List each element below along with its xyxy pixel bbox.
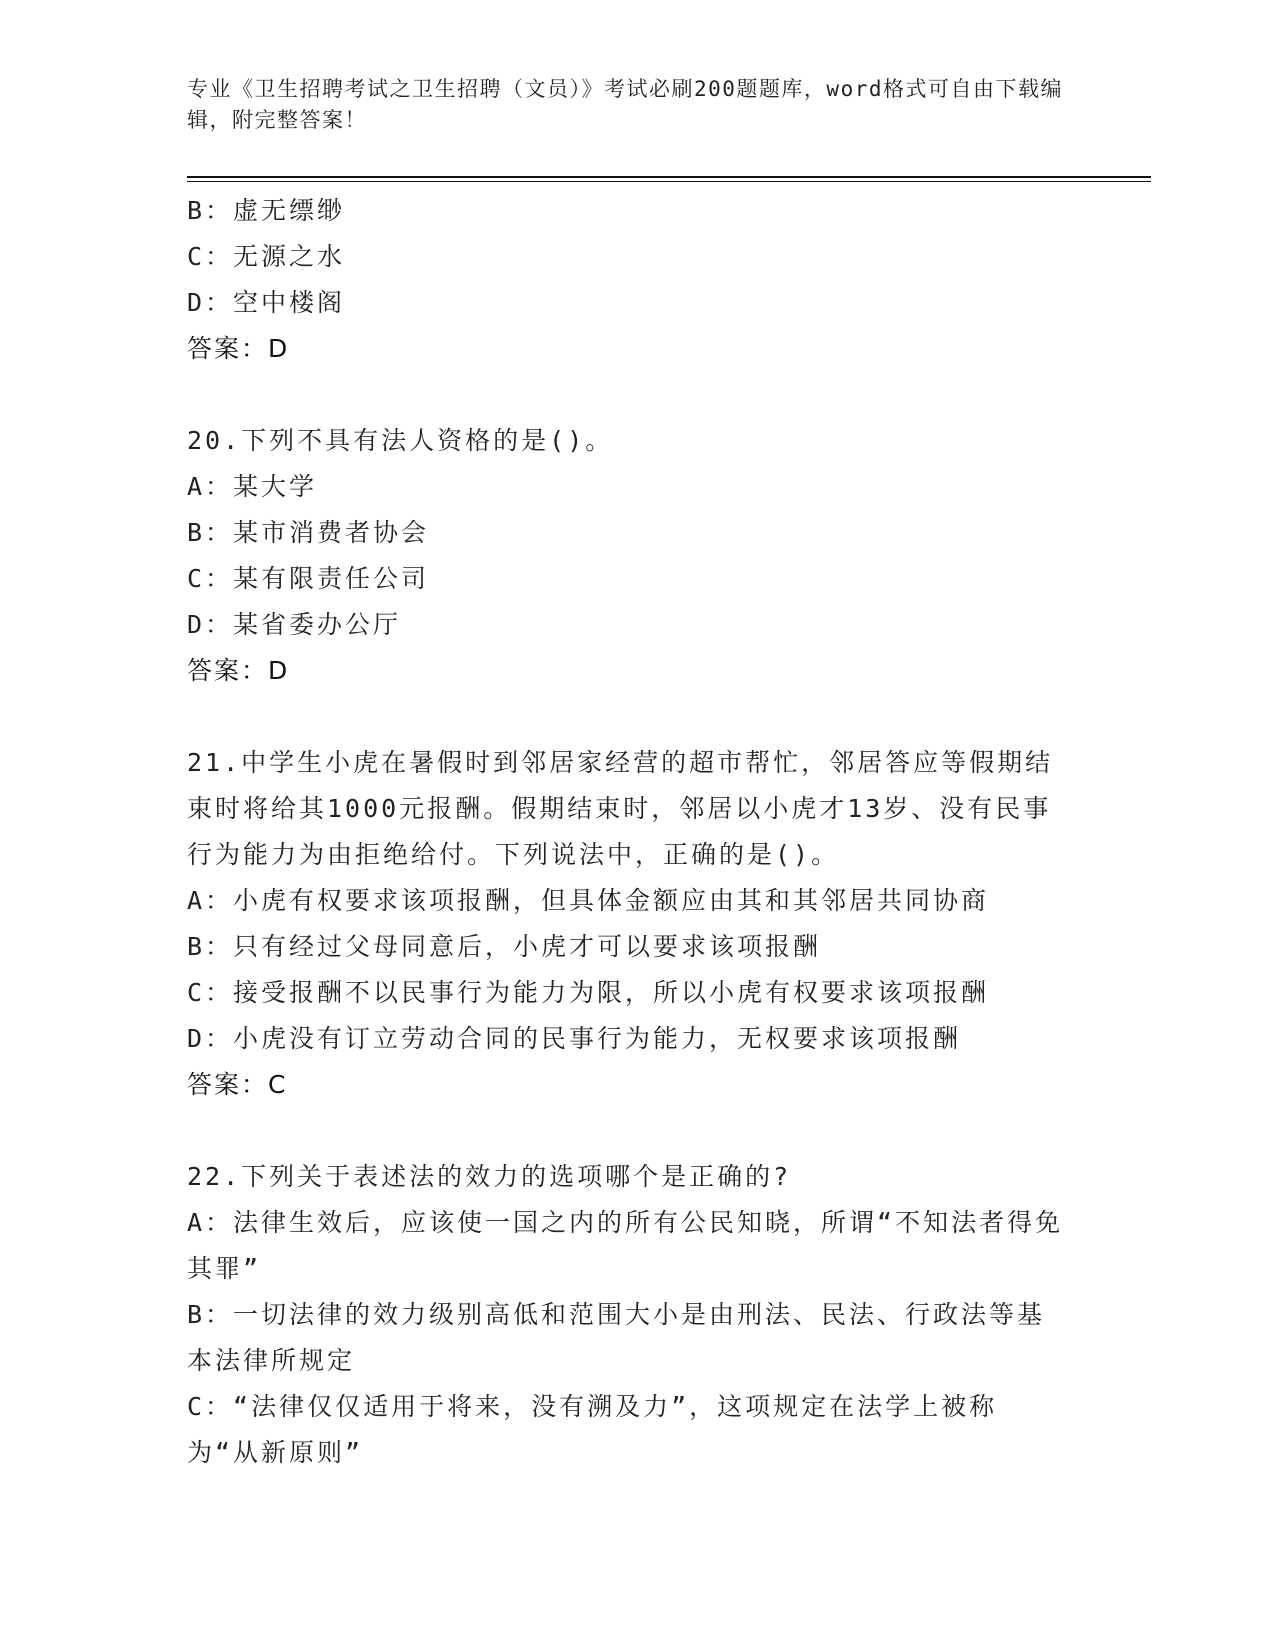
question-20 [187,418,1067,694]
q20-option-a: A：某大学 [187,472,318,501]
question-22 [187,1154,1067,1476]
q20-option-b: B：某市消费者协会 [187,518,430,547]
q19-answer: 答案：D [187,334,290,363]
q20-option-c: C：某有限责任公司 [187,564,430,593]
q21-stem: 21.中学生小虎在暑假时到邻居家经营的超市帮忙，邻居答应等假期结束时将给其1000元报酬。假期结束时，邻居以小虎才13岁、没有民事行为能力为由拒绝给付。下列说法中，正确的是()。 [187,748,1054,869]
q19-option-d: D：空中楼阁 [187,288,346,317]
q21-option-b: B：只有经过父母同意后，小虎才可以要求该项报酬 [187,932,822,961]
q19-option-c: C：无源之水 [187,242,346,271]
document-header: 专业《卫生招聘考试之卫生招聘（文员）》考试必刷200题题库，word格式可自由下载编辑，附完整答案！ [187,77,1063,132]
q22-option-c: C：“法律仅仅适用于将来，没有溯及力”，这项规定在法学上被称为“从新原则” [187,1392,998,1467]
q19-option-b: B：虚无缥缈 [187,196,346,225]
q20-answer: 答案：D [187,656,290,685]
question-19 [187,188,1067,372]
q21-option-a: A：小虎有权要求该项报酬，但具体金额应由其和其邻居共同协商 [187,886,990,915]
question-content [187,188,1067,1476]
q20-stem: 20.下列不具有法人资格的是()。 [187,426,614,455]
spacer [187,372,1067,418]
spacer [187,694,1067,740]
header-divider-thick [187,176,1151,178]
header-divider-thin [187,181,1151,182]
q20-option-d: D：某省委办公厅 [187,610,402,639]
q22-stem: 22.下列关于表述法的效力的选项哪个是正确的? [187,1162,792,1191]
q21-answer: 答案：C [187,1070,288,1099]
q21-option-c: C：接受报酬不以民事行为能力为限，所以小虎有权要求该项报酬 [187,978,990,1007]
q21-option-d: D：小虎没有订立劳动合同的民事行为能力，无权要求该项报酬 [187,1024,962,1053]
q22-option-b: B：一切法律的效力级别高低和范围大小是由刑法、民法、行政法等基本法律所规定 [187,1300,1046,1375]
spacer [187,1108,1067,1154]
question-21 [187,740,1067,1108]
q22-option-a: A：法律生效后，应该使一国之内的所有公民知晓，所谓“不知法者得免其罪” [187,1208,1064,1283]
